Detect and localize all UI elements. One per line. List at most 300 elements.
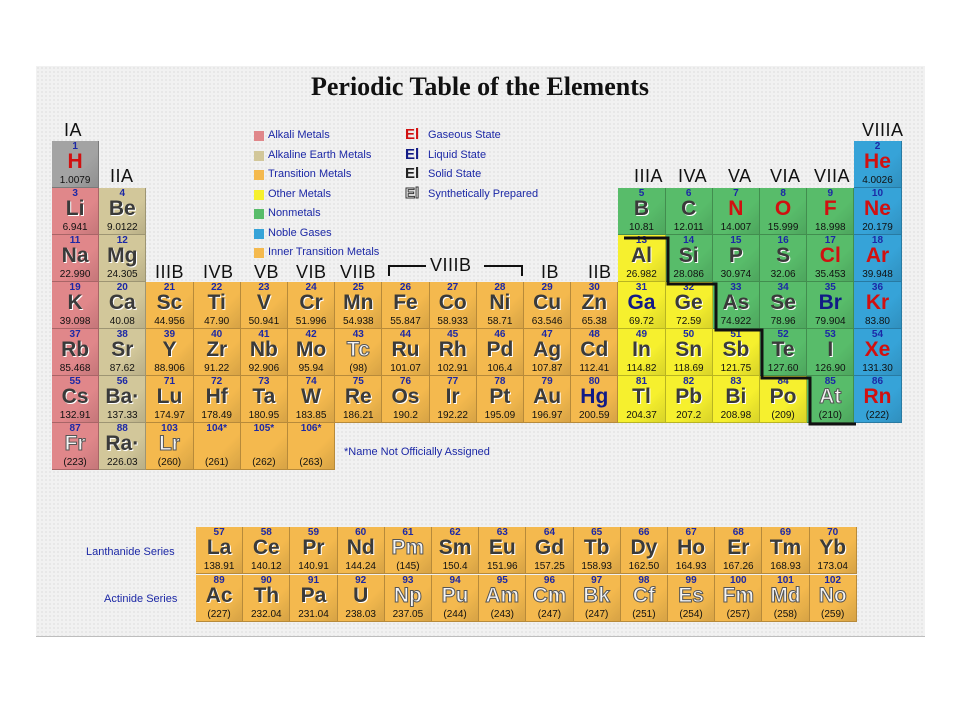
atomic-mass: 92.906 xyxy=(248,363,280,374)
element-cell-unnamed-106 xyxy=(288,423,335,470)
atomic-mass: 174.97 xyxy=(154,410,185,421)
atomic-mass: 50.941 xyxy=(248,316,280,327)
atomic-mass: (247) xyxy=(585,609,609,620)
element-symbol: La xyxy=(206,536,232,559)
actinide-series-label: Actinide Series xyxy=(104,593,178,605)
element-symbol: Fe xyxy=(393,291,418,314)
atomic-mass: 54.938 xyxy=(342,316,374,327)
element-symbol: Am xyxy=(485,584,520,607)
atomic-mass: 30.974 xyxy=(720,269,752,280)
atomic-number: 87 xyxy=(69,423,81,434)
element-symbol: Ac xyxy=(205,584,233,607)
element-cell-mg xyxy=(99,235,146,282)
element-cell-re xyxy=(335,376,382,423)
element-symbol: W xyxy=(301,385,321,408)
element-cell-tc xyxy=(335,329,382,376)
element-cell-rb xyxy=(52,329,99,376)
element-symbol: Mg xyxy=(107,244,138,267)
element-cell-ba xyxy=(99,376,146,423)
element-cell-ir xyxy=(430,376,477,423)
element-symbol: Tc xyxy=(346,338,370,361)
atomic-number: 92 xyxy=(355,575,367,586)
element-symbol: Ho xyxy=(677,536,706,559)
atomic-mass: 35.453 xyxy=(814,269,846,280)
element-symbol: Rh xyxy=(438,338,467,361)
element-cell-as xyxy=(713,282,760,329)
element-symbol: Np xyxy=(393,584,422,607)
element-symbol: Au xyxy=(533,385,562,408)
atomic-number: 75 xyxy=(352,376,364,387)
atomic-number: 4 xyxy=(119,188,126,199)
element-symbol: H xyxy=(67,150,83,173)
element-symbol: Dy xyxy=(630,536,658,559)
atomic-number: 12 xyxy=(116,235,128,246)
atomic-number: 1 xyxy=(72,141,78,152)
state-label-gas: Gaseous State xyxy=(428,129,501,141)
element-cell-cd xyxy=(571,329,618,376)
group-label-vib: VIB xyxy=(296,262,327,282)
atomic-mass: 151.96 xyxy=(486,561,518,572)
atomic-mass: 40.08 xyxy=(109,316,135,327)
element-cell-unnamed-104 xyxy=(194,423,241,470)
element-cell-fe xyxy=(382,282,429,329)
atomic-mass: (259) xyxy=(821,609,845,620)
element-cell-zn xyxy=(571,282,618,329)
atomic-mass: 158.93 xyxy=(581,561,612,572)
atomic-mass: 204.37 xyxy=(626,410,657,421)
atomic-mass: 10.81 xyxy=(628,222,654,233)
atomic-mass: 58.71 xyxy=(487,316,513,327)
atomic-mass: 47.90 xyxy=(204,316,230,327)
element-symbol: Kr xyxy=(865,291,890,314)
atomic-number: 57 xyxy=(213,527,225,538)
atomic-number: 73 xyxy=(258,376,270,387)
legend-label-other: Other Metals xyxy=(268,187,331,200)
atomic-number: 101 xyxy=(777,575,794,586)
atomic-number: 59 xyxy=(307,527,320,538)
atomic-number: 26 xyxy=(399,282,412,293)
element-cell-h xyxy=(52,141,99,188)
atomic-number: 6 xyxy=(685,188,692,199)
atomic-number: 84 xyxy=(777,376,789,387)
atomic-mass: (210) xyxy=(818,410,842,421)
legend-swatch-transition xyxy=(254,170,264,180)
element-symbol: He xyxy=(864,150,891,173)
atomic-mass: 144.24 xyxy=(345,561,376,572)
legend-swatch-nonmetal xyxy=(254,209,264,219)
atomic-mass: (251) xyxy=(632,609,656,620)
group-label-iva: IVA xyxy=(678,166,708,186)
legend-swatch-alkali xyxy=(254,131,264,141)
atomic-mass: 107.87 xyxy=(531,363,563,374)
element-cell-cf xyxy=(621,575,668,622)
atomic-mass: 63.546 xyxy=(531,316,563,327)
element-cell-pd xyxy=(477,329,524,376)
atomic-number: 53 xyxy=(824,329,836,340)
element-symbol: Sb xyxy=(722,338,750,361)
element-symbol: Rb xyxy=(61,338,90,361)
group-label-iia: IIA xyxy=(110,166,134,186)
element-cell-cr xyxy=(288,282,335,329)
element-cell-er xyxy=(715,527,762,574)
atomic-number: 28 xyxy=(494,282,506,293)
atomic-mass: (257) xyxy=(726,609,750,620)
atomic-mass: 126.90 xyxy=(814,363,846,374)
atomic-number: 70 xyxy=(827,527,839,538)
element-cell-sn xyxy=(666,329,713,376)
legend-label-nonmetal: Nonmetals xyxy=(268,207,321,219)
atomic-mass: 85.468 xyxy=(59,363,91,374)
atomic-mass: 18.998 xyxy=(814,222,846,233)
atomic-mass: 131.30 xyxy=(862,363,893,374)
atomic-number: 38 xyxy=(116,329,128,340)
element-symbol: Er xyxy=(727,536,750,559)
atomic-number: 95 xyxy=(496,575,508,586)
atomic-mass: 9.0122 xyxy=(106,222,138,233)
element-cell-br xyxy=(807,282,854,329)
element-cell-co xyxy=(430,282,477,329)
element-symbol: Nb xyxy=(249,338,278,361)
atomic-mass: 132.91 xyxy=(59,410,91,421)
element-symbol: Y xyxy=(162,338,177,361)
atomic-mass: 178.49 xyxy=(201,410,232,421)
atomic-number: 11 xyxy=(69,235,81,246)
group-label-iib: IIB xyxy=(588,262,612,282)
atomic-number: 46 xyxy=(494,329,506,340)
atomic-number: 74 xyxy=(305,376,317,387)
element-cell-na xyxy=(52,235,99,282)
state-label-synthetic: Synthetically Prepared xyxy=(428,187,539,200)
element-symbol: V xyxy=(256,291,271,314)
element-symbol: Fm xyxy=(722,584,755,607)
element-symbol: N xyxy=(728,197,744,220)
atomic-number: 100 xyxy=(729,575,747,586)
element-symbol: Lr xyxy=(158,432,180,455)
group-label-iiib: IIIB xyxy=(155,262,185,282)
atomic-mass: 140.91 xyxy=(298,561,329,572)
atomic-number: 17 xyxy=(824,235,836,246)
element-cell-c xyxy=(666,188,713,235)
group-label-viia: VIIA xyxy=(814,166,851,186)
legend-label-alkaline: Alkaline Earth Metals xyxy=(268,148,372,161)
element-symbol: Th xyxy=(253,584,280,607)
atomic-mass: (227) xyxy=(207,609,231,620)
element-cell-ra xyxy=(99,423,146,470)
atomic-mass: (222) xyxy=(865,410,890,421)
atomic-mass: 140.12 xyxy=(250,561,282,572)
element-symbol: Pr xyxy=(302,536,325,559)
element-cell-ar xyxy=(854,235,901,282)
atomic-mass: 195.09 xyxy=(484,410,516,421)
element-symbol: Sr xyxy=(111,338,134,361)
atomic-number: 3 xyxy=(72,188,78,199)
atomic-mass: 24.305 xyxy=(106,269,138,280)
atomic-number: 99 xyxy=(685,575,697,586)
atomic-number: 79 xyxy=(541,376,553,387)
element-symbol: S xyxy=(776,244,791,267)
element-symbol: Ca xyxy=(108,291,136,314)
atomic-mass: 79.904 xyxy=(814,316,846,327)
atomic-number: 77 xyxy=(447,376,459,387)
element-symbol: Re xyxy=(344,385,372,408)
element-symbol: Hf xyxy=(205,385,228,408)
element-cell-tm xyxy=(762,527,809,574)
atomic-number: 10 xyxy=(871,188,884,199)
atomic-mass: 192.22 xyxy=(437,410,468,421)
atomic-number: 85 xyxy=(824,376,836,387)
atomic-number: 97 xyxy=(591,575,603,586)
element-cell-ga xyxy=(618,282,665,329)
state-icon-gas: El xyxy=(405,126,420,143)
element-symbol: Be xyxy=(108,197,136,220)
atomic-mass: (254) xyxy=(679,609,703,620)
atomic-number: 81 xyxy=(635,376,648,387)
atomic-mass: 20.179 xyxy=(862,222,893,233)
element-symbol: C xyxy=(681,197,697,220)
atomic-mass: 186.21 xyxy=(342,410,374,421)
atomic-number: 36 xyxy=(871,282,884,293)
element-cell-sb xyxy=(713,329,760,376)
element-cell-fm xyxy=(715,575,762,622)
legend-swatch-inner xyxy=(254,248,264,258)
element-symbol: Zr xyxy=(206,338,228,361)
element-cell-tl xyxy=(618,376,665,423)
atomic-mass: 121.75 xyxy=(720,363,752,374)
element-symbol: Ge xyxy=(674,291,703,314)
group-label-viib: VIIB xyxy=(340,262,377,282)
element-cell-am xyxy=(479,575,526,622)
element-symbol: Co xyxy=(438,291,467,314)
element-symbol: Tm xyxy=(769,536,802,559)
element-cell-f xyxy=(807,188,854,235)
element-cell-sm xyxy=(432,527,479,574)
element-symbol: Cu xyxy=(533,291,562,314)
atomic-number: 13 xyxy=(635,235,648,246)
atomic-mass: 200.59 xyxy=(578,410,610,421)
element-cell-te xyxy=(760,329,807,376)
atomic-number: 105* xyxy=(253,423,275,434)
state-icon-synthetic: El xyxy=(405,184,420,202)
unassigned-note: *Name Not Officially Assigned xyxy=(344,446,490,458)
element-symbol: Md xyxy=(770,584,801,607)
atomic-number: 24 xyxy=(305,282,317,293)
element-symbol: Ba· xyxy=(105,385,140,408)
element-symbol: Yb xyxy=(819,536,847,559)
element-symbol: P xyxy=(728,244,743,267)
element-cell-n xyxy=(713,188,760,235)
atomic-mass: 58.933 xyxy=(437,316,468,327)
element-cell-he xyxy=(854,141,901,188)
atomic-number: 80 xyxy=(588,376,600,387)
element-cell-be xyxy=(99,188,146,235)
atomic-number: 9 xyxy=(827,188,834,199)
element-symbol: K xyxy=(67,291,83,314)
group-label-viiib: VIIIB xyxy=(430,255,472,275)
element-cell-ne xyxy=(854,188,901,235)
group-label-ivb: IVB xyxy=(203,262,234,282)
element-symbol: Ni xyxy=(489,291,511,314)
atomic-number: 18 xyxy=(871,235,884,246)
atomic-mass: 78.96 xyxy=(770,316,796,327)
element-symbol: At xyxy=(819,385,842,408)
atomic-mass: (258) xyxy=(773,609,798,620)
atomic-number: 90 xyxy=(260,575,272,586)
group-label-ib: IB xyxy=(541,262,560,282)
element-cell-md xyxy=(762,575,809,622)
element-cell-bk xyxy=(574,575,621,622)
atomic-number: 34 xyxy=(777,282,789,293)
atomic-number: 78 xyxy=(494,376,506,387)
atomic-number: 61 xyxy=(402,527,414,538)
atomic-number: 76 xyxy=(399,376,412,387)
element-symbol: Ga xyxy=(627,291,656,314)
element-cell-pt xyxy=(477,376,524,423)
atomic-number: 91 xyxy=(307,575,320,586)
atomic-number: 33 xyxy=(730,282,742,293)
atomic-mass: 127.60 xyxy=(767,363,799,374)
element-symbol: Ag xyxy=(533,338,562,361)
element-cell-tb xyxy=(574,527,621,574)
element-symbol: Ru xyxy=(391,338,420,361)
element-cell-rn xyxy=(854,376,901,423)
state-label-solid: Solid State xyxy=(428,168,482,180)
element-cell-hg xyxy=(571,376,618,423)
atomic-mass: 137.33 xyxy=(106,410,138,421)
atomic-mass: (260) xyxy=(157,457,182,468)
element-symbol: Xe xyxy=(864,338,891,361)
atomic-mass: 112.41 xyxy=(579,363,610,374)
atomic-mass: 39.948 xyxy=(862,269,893,280)
atomic-number: 23 xyxy=(258,282,270,293)
element-symbol: Ce xyxy=(252,536,280,559)
element-cell-sc xyxy=(146,282,193,329)
atomic-mass: 12.011 xyxy=(673,222,704,233)
element-cell-sr xyxy=(99,329,146,376)
element-cell-au xyxy=(524,376,571,423)
element-cell-li xyxy=(52,188,99,235)
element-cell-cl xyxy=(807,235,854,282)
atomic-mass: (223) xyxy=(63,457,87,468)
atomic-number: 94 xyxy=(449,575,461,586)
element-cell-ta xyxy=(241,376,288,423)
element-cell-pu xyxy=(432,575,479,622)
atomic-number: 37 xyxy=(69,329,81,340)
element-symbol: No xyxy=(818,584,847,607)
legend-label-alkali: Alkali Metals xyxy=(268,129,330,141)
element-symbol: Mn xyxy=(343,291,374,314)
element-cell-fr xyxy=(52,423,99,470)
element-cell-th xyxy=(243,575,290,622)
atomic-number: 51 xyxy=(730,329,742,340)
element-symbol: Ta xyxy=(252,385,276,408)
legend-swatch-noble xyxy=(254,229,264,239)
group-label-via: VIA xyxy=(770,166,801,186)
element-symbol: Lu xyxy=(156,385,183,408)
element-cell-lr xyxy=(146,423,193,470)
atomic-number: 104* xyxy=(206,423,227,434)
atomic-number: 48 xyxy=(588,329,600,340)
atomic-mass: 51.996 xyxy=(295,316,327,327)
atomic-number: 63 xyxy=(496,527,508,538)
atomic-number: 5 xyxy=(638,188,645,199)
element-symbol: Pt xyxy=(489,385,511,408)
atomic-mass: (209) xyxy=(771,410,795,421)
element-symbol: Pa xyxy=(300,584,327,607)
atomic-mass: 173.04 xyxy=(817,561,848,572)
element-cell-ag xyxy=(524,329,571,376)
page-title: Periodic Table of the Elements xyxy=(311,72,649,101)
element-symbol: Si xyxy=(678,244,699,267)
atomic-mass: 150.4 xyxy=(442,561,468,572)
atomic-number: 16 xyxy=(777,235,789,246)
element-symbol: Os xyxy=(391,385,420,408)
atomic-mass: 87.62 xyxy=(109,363,135,374)
element-cell-lu xyxy=(146,376,193,423)
atomic-mass: 55.847 xyxy=(390,316,421,327)
atomic-number: 82 xyxy=(683,376,695,387)
element-cell-cm xyxy=(526,575,573,622)
atomic-number: 83 xyxy=(730,376,742,387)
atomic-mass: 138.91 xyxy=(203,561,235,572)
element-cell-ti xyxy=(194,282,241,329)
element-cell-np xyxy=(385,575,432,622)
element-cell-pb xyxy=(666,376,713,423)
atomic-mass: (244) xyxy=(443,609,467,620)
atomic-number: 69 xyxy=(779,527,792,538)
atomic-mass: 14.007 xyxy=(720,222,752,233)
element-cell-s xyxy=(760,235,807,282)
element-cell-b xyxy=(618,188,665,235)
element-symbol: Br xyxy=(818,291,842,314)
element-symbol: Se xyxy=(770,291,796,314)
atomic-mass: (98) xyxy=(349,363,368,374)
element-symbol: U xyxy=(353,584,369,607)
atomic-number: 31 xyxy=(635,282,648,293)
atomic-number: 30 xyxy=(588,282,600,293)
atomic-mass: 28.086 xyxy=(673,269,704,280)
element-symbol: O xyxy=(774,197,792,220)
element-symbol: Es xyxy=(678,584,704,607)
atomic-number: 64 xyxy=(543,527,556,538)
element-cell-ca xyxy=(99,282,146,329)
atomic-number: 72 xyxy=(211,376,223,387)
element-symbol: Gd xyxy=(534,536,565,559)
atomic-mass: 208.98 xyxy=(720,410,752,421)
element-cell-in xyxy=(618,329,665,376)
element-cell-i xyxy=(807,329,854,376)
group-label-iiia: IIIA xyxy=(634,166,664,186)
atomic-number: 42 xyxy=(305,329,317,340)
element-cell-zr xyxy=(194,329,241,376)
atomic-number: 54 xyxy=(871,329,884,340)
element-cell-nb xyxy=(241,329,288,376)
element-symbol: Ne xyxy=(864,197,891,220)
atomic-mass: 88.906 xyxy=(154,363,185,374)
element-cell-se xyxy=(760,282,807,329)
element-cell-bi xyxy=(713,376,760,423)
atomic-number: 56 xyxy=(116,376,128,387)
element-cell-k xyxy=(52,282,99,329)
state-icon-liquid: El xyxy=(405,145,420,163)
element-cell-xe xyxy=(854,329,901,376)
atomic-number: 55 xyxy=(69,376,81,387)
element-cell-hf xyxy=(194,376,241,423)
element-cell-w xyxy=(288,376,335,423)
atomic-number: 47 xyxy=(541,329,553,340)
atomic-mass: 32.06 xyxy=(770,269,796,280)
element-symbol: Te xyxy=(771,338,795,361)
atomic-number: 52 xyxy=(777,329,789,340)
